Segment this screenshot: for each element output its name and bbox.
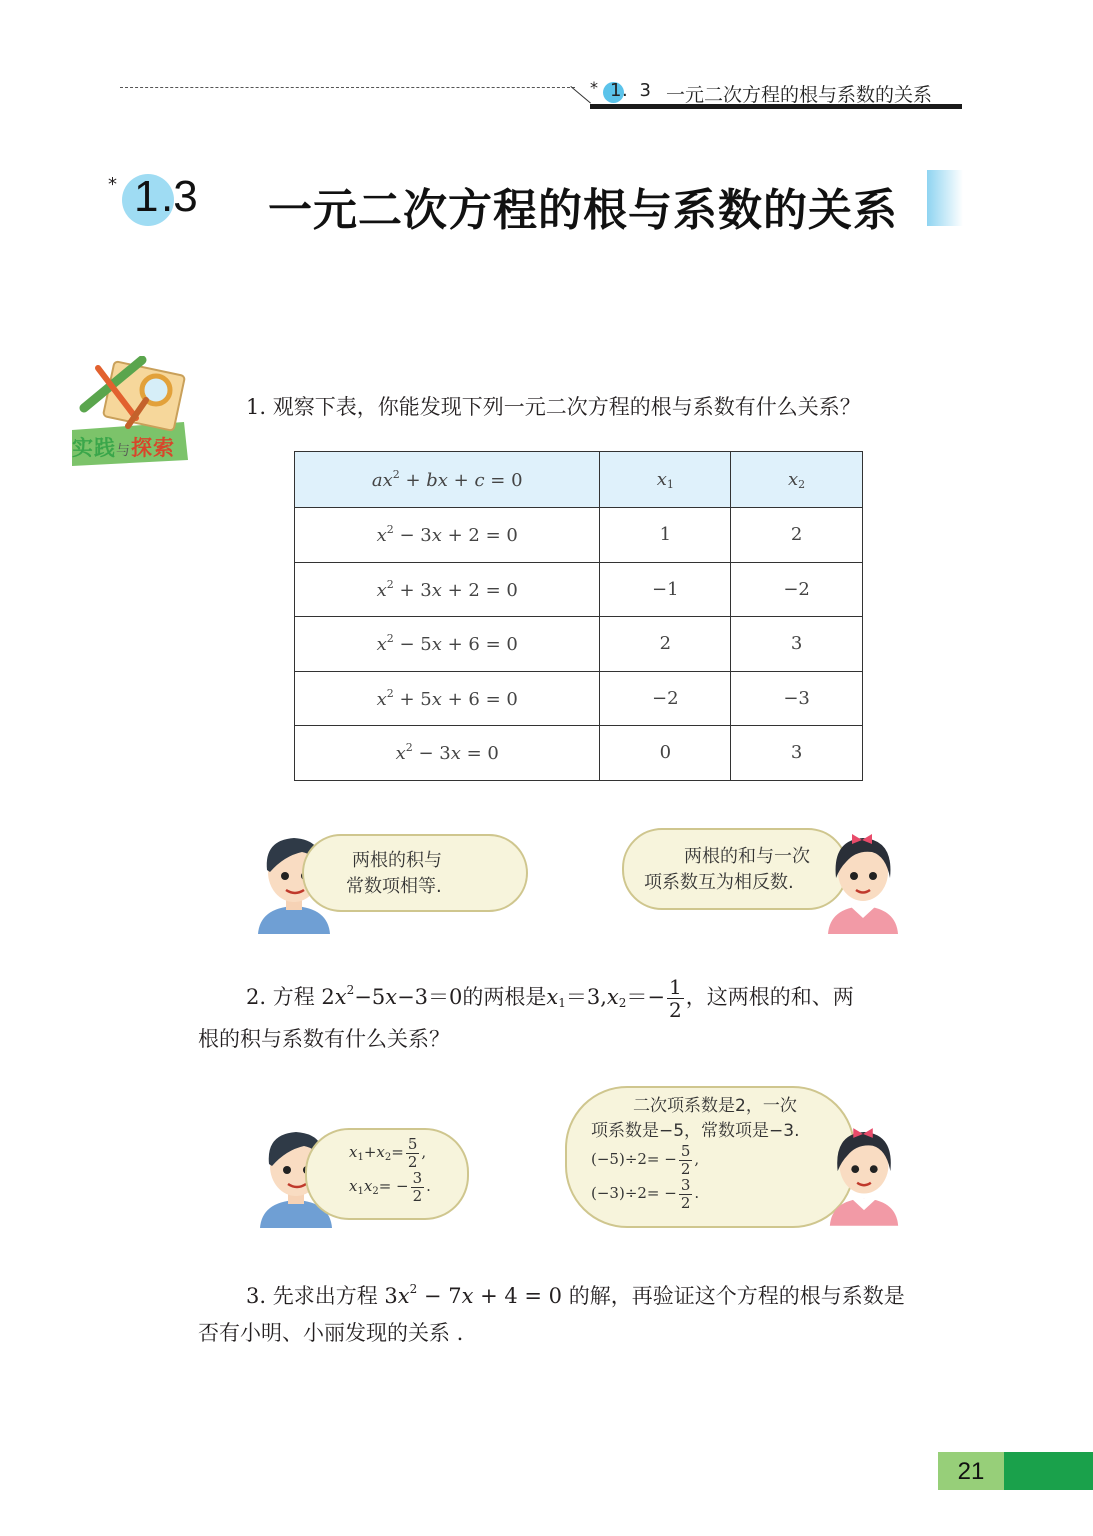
table-cell-equation: $x^2 - 5x + 6 = 0$ (295, 617, 600, 672)
table-cell-x2: 3 (731, 617, 863, 672)
bubble-line: 两根的和与一次 (684, 846, 810, 867)
girl-avatar (824, 1122, 904, 1226)
q2-suffix: ，这两根的和、两 (685, 985, 854, 1009)
table-cell-x1: 2 (600, 617, 731, 672)
q2-mid: 的两根是 (462, 985, 547, 1009)
table-header-row (295, 452, 863, 508)
section-number: 1 (134, 172, 159, 221)
table-cell-x1: −2 (600, 671, 731, 726)
question-3-line-2: 否有小明、小丽发现的关系 . (198, 1321, 464, 1345)
question-3: 3. 先求出方程 $3x^2 - 7x + 4 = 0$ 的解，再验证这个方程的根与系数是 (246, 1282, 905, 1308)
bubble-formula-1: (−5)÷2= − $\frac{5}{2}$ , (591, 1142, 700, 1178)
q3-prefix: 3. 先求出方程 (246, 1284, 378, 1308)
question-2-line-2: 根的积与系数有什么关系？ (198, 1027, 450, 1051)
table-row (295, 671, 863, 726)
table-cell-x1: −1 (600, 562, 731, 617)
page-number: 21 (957, 1458, 985, 1485)
header-dashed-rule (120, 87, 575, 88)
table-header-x2: x2 (731, 452, 863, 508)
table-cell-x1: 0 (600, 726, 731, 781)
boy-speech-bubble-1 (302, 834, 528, 912)
explore-word-2: 探索 (131, 436, 175, 460)
bubble-line: 常数项相等. (346, 876, 442, 898)
girl-avatar (822, 828, 904, 934)
bubble-line: 项系数互为相反数. (644, 872, 794, 894)
girl-speech-bubble-2 (565, 1086, 855, 1228)
bubble-line: 两根的积与 (352, 850, 442, 871)
header-title: 一元二次方程的根与系数的关系 (666, 84, 933, 106)
table-row (295, 617, 863, 672)
table-cell-equation: $x^2 + 5x + 6 = 0$ (295, 671, 600, 726)
bubble-formula-2: (−3)÷2= − $\frac{3}{2}$ . (591, 1176, 700, 1212)
header-star: * (590, 78, 598, 97)
section-title: 一元二次方程的根与系数的关系 (268, 185, 898, 236)
question-1: 1. 观察下表，你能发现下列一元二次方程的根与系数有什么关系？ (246, 395, 861, 419)
fraction: $\frac{1}{2}$ (669, 975, 682, 1022)
question-2: 2. 方程 $2x^2-5x-3=0$的两根是$x_1=3,x_2=-$ $\frac{1}{2}$ ，这两根的和、两 (246, 975, 854, 1022)
roots-table (294, 451, 863, 781)
table-cell-x2: 2 (731, 508, 863, 563)
bubble-line: 项系数是−5，常数项是−3. (591, 1120, 800, 1141)
explore-word-1: 实践 (72, 436, 116, 460)
table-cell-x1: 1 (600, 508, 731, 563)
table-cell-x2: 3 (731, 726, 863, 781)
section-title-bar (927, 170, 963, 226)
header-section-subnumber: . 3 (622, 80, 654, 101)
table-cell-x2: −3 (731, 671, 863, 726)
table-cell-x2: −2 (731, 562, 863, 617)
q3-suffix: 的解，再验证这个方程的根与系数是 (568, 1284, 905, 1308)
boy-speech-bubble-2 (305, 1128, 469, 1220)
page-number-bar (1004, 1452, 1093, 1490)
bubble-line: 二次项系数是2，一次 (633, 1096, 797, 1116)
table-row (295, 726, 863, 781)
table-row (295, 562, 863, 617)
table-cell-equation: $x^2 - 3x + 2 = 0$ (295, 508, 600, 563)
q2-prefix: 2. 方程 (246, 985, 315, 1009)
explore-word-mid: 与 (116, 443, 131, 459)
table-cell-equation: $x^2 - 3x = 0$ (295, 726, 600, 781)
table-cell-equation: $x^2 + 3x + 2 = 0$ (295, 562, 600, 617)
explore-label (72, 432, 175, 462)
section-star: * (108, 174, 117, 195)
table-header-x1: x1 (600, 452, 731, 508)
bubble-formula-sum: $x_1+x_2=$ $\frac{5}{2}$ , (349, 1135, 427, 1171)
header-section-number: 1 (610, 80, 622, 101)
bubble-formula-product: $x_1x_2=$ − $\frac{3}{2}$ . (349, 1169, 431, 1205)
table-header-equation: $ax^2$ + bx + c = 0 (295, 452, 600, 508)
header-slant-rule (558, 86, 591, 118)
girl-speech-bubble-1 (622, 828, 848, 910)
table-row (295, 508, 863, 563)
section-subnumber: .3 (161, 172, 198, 221)
